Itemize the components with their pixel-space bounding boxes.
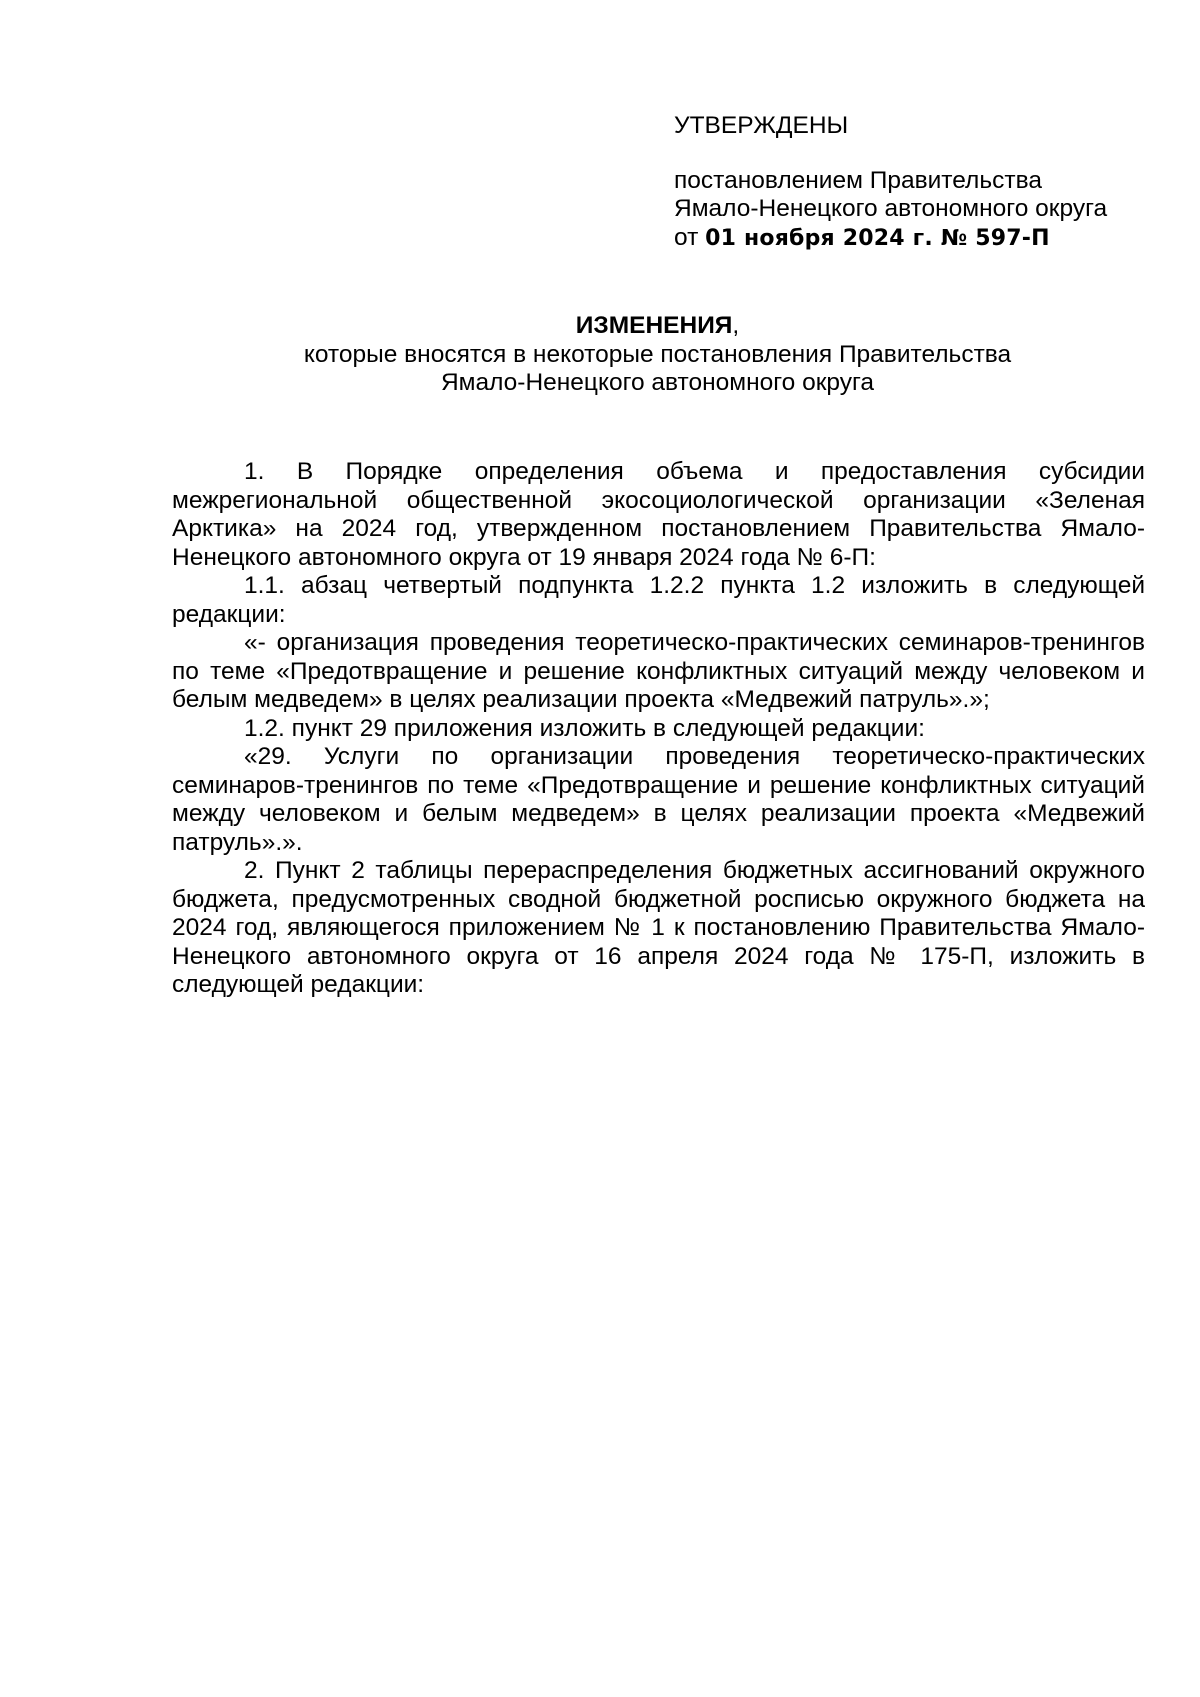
approval-block [674, 112, 1174, 253]
document-subtitle-line-2: Ямало-Ненецкого автономного округа [440, 369, 875, 396]
paragraph: «- организация проведения теоретическо-практических семинаров-тренингов по теме «Предотвращение и решение конфликтных ситуаций между человеком и белым медведем» в целях реализации проекта «Медвежий патруль».»; [172, 629, 1145, 713]
document-title-suffix: , [732, 312, 740, 339]
paragraph: «29. Услуги по организации проведения теоретическо-практических семинаров-тренингов по теме «Предотвращение и решение конфликтных ситуаций между человеком и белым медведем» в целях реализации проекта «Медвежий патруль».». [172, 743, 1145, 856]
document-subtitle-line-1: которые вносятся в некоторые постановления Правительства [303, 340, 1012, 368]
paragraph: 2. Пункт 2 таблицы перераспределения бюджетных ассигнований окружного бюджета, предусмотренных сводной бюджетной росписью окружного бюджета на 2024 год, являющегося приложением № 1 к постановлению Правительства Ямало-Ненецкого автономного округа от 16 апреля 2024 года № 175-П, изложить в следующей редакции: [172, 857, 1145, 998]
approval-line-1: постановлением Правительства [674, 166, 1042, 194]
approval-decree-number: 01 ноября 2024 г. № 597-П [705, 225, 1050, 251]
approval-date-prefix: от [674, 223, 706, 251]
approval-date-line [674, 224, 1174, 254]
approval-stamp: УТВЕРЖДЕНЫ [674, 112, 849, 139]
document-body [172, 458, 1145, 1000]
document-title-text: ИЗМЕНЕНИЯ [575, 312, 733, 339]
paragraph: 1.2. пункт 29 приложения изложить в следующей редакции: [244, 714, 925, 742]
approval-line-2: Ямало-Ненецкого автономного округа [674, 195, 1108, 222]
paragraph: 1.1. абзац четвертый подпункта 1.2.2 пункта 1.2 изложить в следующей редакции: [172, 572, 1145, 628]
paragraph: 1. В Порядке определения объема и предоставления субсидии межрегиональной общественной экосоциологической организации «Зеленая Арктика» на 2024 год, утвержденном постановлением Правительства Ямало-Ненецкого автономного округа от 19 января 2024 года № 6-П: [172, 458, 1145, 571]
document-title [170, 312, 1145, 341]
document-heading [170, 312, 1145, 398]
